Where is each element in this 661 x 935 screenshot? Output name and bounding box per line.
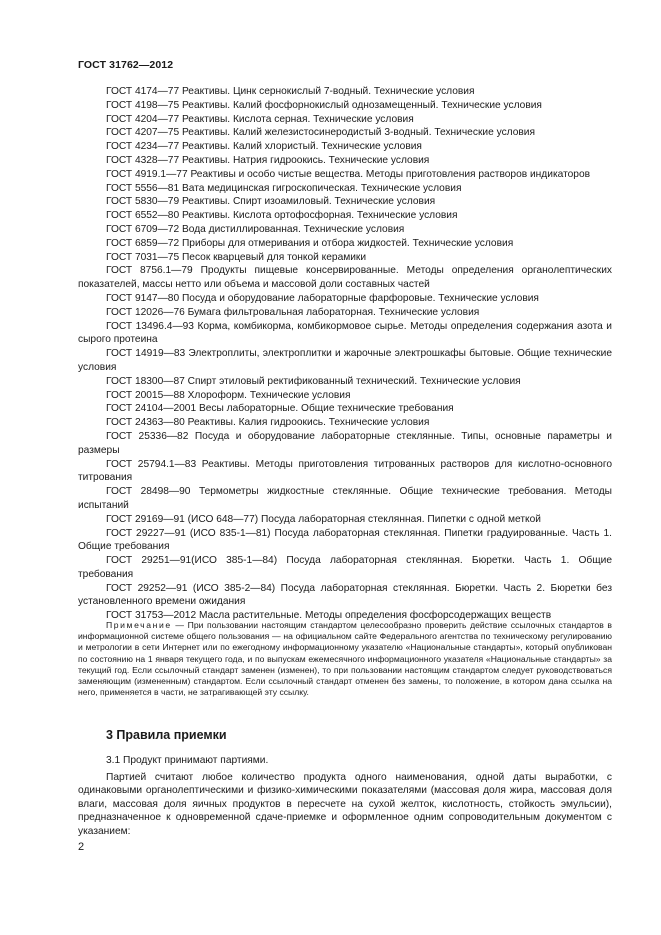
- reference-item: ГОСТ 7031—75 Песок кварцевый для тонкой керамики: [106, 251, 367, 263]
- reference-item: ГОСТ 12026—76 Бумага фильтровальная лабораторная. Технические условия: [106, 306, 480, 318]
- reference-item: ГОСТ 13496.4—93 Корма, комбикорма, комбикормовое сырье. Методы определения содержания азота и сырого протеина: [78, 320, 612, 346]
- reference-item: ГОСТ 24104—2001 Весы лабораторные. Общие технические требования: [106, 403, 454, 415]
- reference-item: ГОСТ 24363—80 Реактивы. Калия гидроокись. Технические условия: [106, 417, 430, 429]
- reference-item: ГОСТ 31753—2012 Масла растительные. Методы определения фосфорсодержащих веществ: [106, 610, 552, 622]
- section-body: [78, 754, 612, 839]
- reference-item: ГОСТ 4198—75 Реактивы. Калий фосфорнокислый однозамещенный. Технические условия: [106, 99, 542, 111]
- reference-item: ГОСТ 9147—80 Посуда и оборудование лабораторные фарфоровые. Технические условия: [106, 292, 539, 304]
- reference-item: ГОСТ 5556—81 Вата медицинская гигроскопическая. Технические условия: [106, 182, 462, 194]
- reference-item: ГОСТ 6859—72 Приборы для отмеривания и отбора жидкостей. Технические условия: [106, 237, 514, 249]
- reference-item: ГОСТ 4207—75 Реактивы. Калий железистосинеродистый 3-водный. Технические условия: [106, 127, 536, 139]
- note-paragraph: [78, 620, 612, 698]
- reference-item: ГОСТ 29169—91 (ИСО 648—77) Посуда лабораторная стеклянная. Пипетки с одной меткой: [106, 513, 541, 525]
- batch-definition-paragraph: Партией считают любое количество продукта одного наименования, одной даты выработки, с одинаковыми органолептическими и физико-химическими показателями (массовая доля жира, массовая доля влаги, массовая доля яичных продуктов в пересчете на сухой желток, кислотность, стойкость эмульсии), предназначенное к одновременной сдаче-приемке и оформленное одним сопроводительным документом с указанием:: [78, 771, 612, 837]
- reference-item: ГОСТ 18300—87 Спирт этиловый ректификованный технический. Технические условия: [106, 375, 521, 387]
- reference-item: ГОСТ 4328—77 Реактивы. Натрия гидроокись. Технические условия: [106, 154, 430, 166]
- reference-item: ГОСТ 25336—82 Посуда и оборудование лабораторные стеклянные. Типы, основные параметры и размеры: [78, 430, 612, 456]
- reference-item: ГОСТ 29252—91 (ИСО 385-2—84) Посуда лабораторная стеклянная. Бюретки. Часть 2. Бюретки без установленного времени ожидания: [78, 582, 612, 608]
- reference-item: ГОСТ 6709—72 Вода дистиллированная. Технические условия: [106, 223, 405, 235]
- reference-item: ГОСТ 29251—91(ИСО 385-1—84) Посуда лабораторная стеклянная. Бюретки. Часть 1. Общие требования: [78, 555, 612, 580]
- reference-item: ГОСТ 8756.1—79 Продукты пищевые консервированные. Методы определения органолептических показателей, массы нетто или объема и массовой доли составных частей: [78, 265, 612, 291]
- reference-item: ГОСТ 4234—77 Реактивы. Калий хлористый. Технические условия: [106, 141, 422, 153]
- note-text: — При пользовании настоящим стандартом целесообразно проверить действие ссылочных стандартов в информационной системе общего пользования — на официальном сайте Федерального агентства по техническому регулированию и метрологии в сети Интернет или по ежегодному информационному указателю «Национальные стандарты», который опубликован по состоянию на 1 января текущего года, и по выпускам ежемесячного информационного указателя «Национальные стандарты» за текущий год. Если ссылочный стандарт заменен (изменен), то при пользовании настоящим стандартом следует руководствоваться заменяющим (измененным) стандартом. Если ссылочный стандарт отменен без замены, то положение, в котором дана ссылка на него, применяется в части, не затрагивающей эту ссылку.: [78, 620, 612, 698]
- reference-item: ГОСТ 4204—77 Реактивы. Кислота серная. Технические условия: [106, 113, 414, 125]
- reference-item: ГОСТ 20015—88 Хлороформ. Технические условия: [106, 389, 351, 401]
- page-number: 2: [78, 841, 85, 853]
- section-title: 3 Правила приемки: [106, 728, 227, 742]
- normative-references-list: [78, 85, 612, 623]
- reference-item: ГОСТ 25794.1—83 Реактивы. Методы приготовления титрованных растворов для кислотно-основного титрования: [78, 458, 612, 484]
- reference-item: ГОСТ 4919.1—77 Реактивы и особо чистые вещества. Методы приготовления растворов индикаторов: [106, 168, 591, 180]
- reference-item: ГОСТ 6552—80 Реактивы. Кислота ортофосфорная. Технические условия: [106, 210, 458, 222]
- reference-item: ГОСТ 4174—77 Реактивы. Цинк сернокислый 7-водный. Технические условия: [106, 86, 475, 97]
- page-header: ГОСТ 31762—2012: [78, 59, 174, 71]
- reference-item: ГОСТ 29227—91 (ИСО 835-1—81) Посуда лабораторная стеклянная. Пипетки градуированные. Часть 1. Общие требования: [78, 527, 612, 553]
- note-label: Примечание: [106, 620, 172, 630]
- reference-item: ГОСТ 14919—83 Электроплиты, электроплитки и жарочные электрошкафы бытовые. Общие технические условия: [78, 348, 612, 373]
- clause-3-1: 3.1 Продукт принимают партиями.: [106, 755, 269, 766]
- reference-item: ГОСТ 28498—90 Термометры жидкостные стеклянные. Общие технические требования. Методы испытаний: [78, 486, 612, 511]
- reference-item: ГОСТ 5830—79 Реактивы. Спирт изоамиловый. Технические условия: [106, 196, 436, 208]
